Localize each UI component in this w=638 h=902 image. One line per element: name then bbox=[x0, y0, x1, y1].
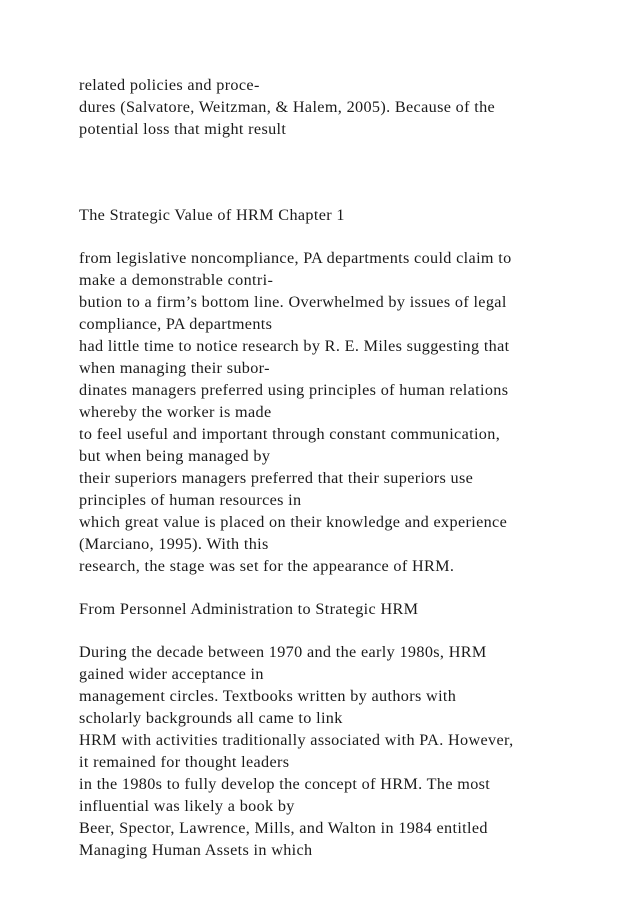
section-heading: The Strategic Value of HRM Chapter 1 bbox=[79, 206, 345, 224]
text-line: research, the stage was set for the appearance of HRM. bbox=[79, 557, 455, 575]
text-line: dures (Salvatore, Weitzman, & Halem, 2005). Because of the bbox=[79, 98, 496, 116]
section-heading: From Personnel Administration to Strategic HRM bbox=[79, 600, 419, 618]
text-line: dinates managers preferred using principles of human relations bbox=[79, 381, 509, 399]
text-line: management circles. Textbooks written by authors with bbox=[79, 687, 457, 705]
text-line: influential was likely a book by bbox=[79, 797, 295, 815]
text-line: Beer, Spector, Lawrence, Mills, and Walton in 1984 entitled bbox=[79, 819, 488, 837]
text-line: their superiors managers preferred that their superiors use bbox=[79, 469, 474, 487]
text-line: bution to a firm’s bottom line. Overwhelmed by issues of legal bbox=[79, 293, 507, 311]
text-line: when managing their subor- bbox=[79, 359, 270, 377]
text-line: (Marciano, 1995). With this bbox=[79, 535, 269, 553]
text-line: which great value is placed on their knowledge and experience bbox=[79, 513, 508, 531]
text-line: HRM with activities traditionally associated with PA. However, bbox=[79, 731, 514, 749]
text-line: whereby the worker is made bbox=[79, 403, 272, 421]
text-line: make a demonstrable contri- bbox=[79, 271, 274, 289]
text-line: had little time to notice research by R. E. Miles suggesting that bbox=[79, 337, 510, 355]
text-line: to feel useful and important through constant communication, bbox=[79, 425, 501, 443]
text-line: potential loss that might result bbox=[79, 120, 287, 138]
text-line: Managing Human Assets in which bbox=[79, 841, 313, 859]
text-line: gained wider acceptance in bbox=[79, 665, 264, 683]
text-line: During the decade between 1970 and the early 1980s, HRM bbox=[79, 643, 487, 661]
text-line: from legislative noncompliance, PA departments could claim to bbox=[79, 249, 512, 267]
text-line: principles of human resources in bbox=[79, 491, 302, 509]
text-line: related policies and proce- bbox=[79, 76, 260, 94]
text-line: scholarly backgrounds all came to link bbox=[79, 709, 343, 727]
text-line: it remained for thought leaders bbox=[79, 753, 290, 771]
text-line: compliance, PA departments bbox=[79, 315, 273, 333]
text-line: in the 1980s to fully develop the concept of HRM. The most bbox=[79, 775, 491, 793]
text-line: but when being managed by bbox=[79, 447, 271, 465]
